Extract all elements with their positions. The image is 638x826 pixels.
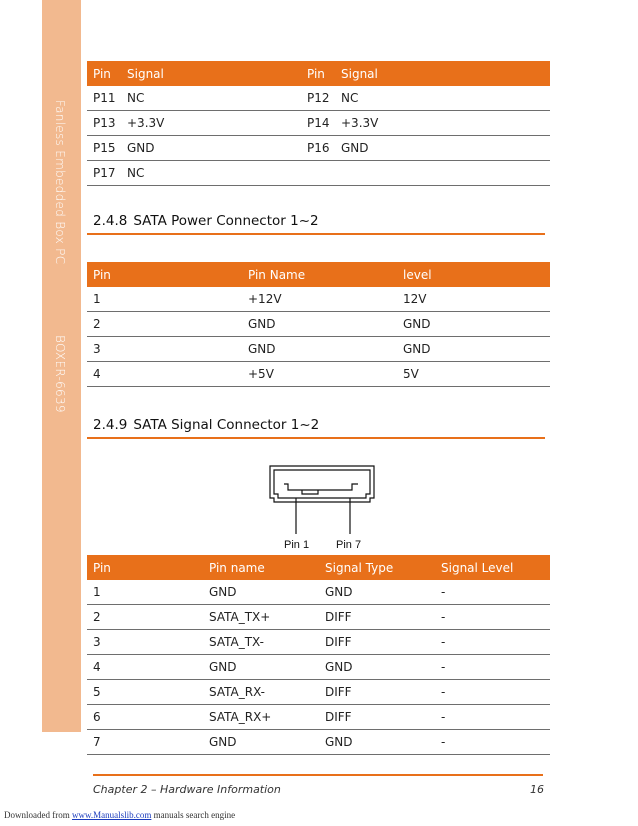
table-cell: 4	[87, 362, 242, 387]
column-header: Pin	[87, 262, 242, 287]
sata-connector-diagram	[262, 458, 382, 553]
sidebar-text	[42, 0, 81, 732]
column-header: Pin name	[203, 555, 319, 580]
connector-notch	[302, 490, 318, 494]
table-cell: 2	[87, 605, 203, 630]
table-cell: -	[435, 580, 550, 605]
table-cell: -	[435, 605, 550, 630]
table-row	[87, 312, 550, 337]
table-cell: P17	[87, 161, 121, 186]
table-cell: 3	[87, 337, 242, 362]
download-notice	[4, 810, 235, 820]
heading-underline	[87, 233, 545, 235]
table-row	[87, 86, 550, 111]
table-cell: -	[435, 730, 550, 755]
table-row	[87, 287, 550, 312]
pin1-label: Pin 1	[284, 539, 310, 551]
column-header: Pin	[87, 555, 203, 580]
table-cell: -	[435, 630, 550, 655]
table-cell: GND	[121, 136, 301, 161]
table-cell: 7	[87, 730, 203, 755]
column-header: Signal Type	[319, 555, 435, 580]
table-cell: GND	[319, 655, 435, 680]
table-row	[87, 111, 550, 136]
column-header: Signal	[121, 61, 301, 86]
section-title: SATA Power Connector 1~2	[133, 213, 319, 229]
section-heading-signal	[93, 417, 319, 433]
table-cell: 1	[87, 580, 203, 605]
product-line-label: Fanless Embedded Box PC	[53, 100, 67, 265]
table-cell: GND	[335, 136, 550, 161]
table-cell: 5	[87, 680, 203, 705]
sidebar-band	[42, 0, 81, 732]
column-header: Pin	[87, 61, 121, 86]
section-number: 2.4.9	[93, 417, 128, 433]
column-header: Pin Name	[242, 262, 397, 287]
pin7-label: Pin 7	[336, 539, 362, 551]
table-cell: P15	[87, 136, 121, 161]
footer-rule	[93, 774, 543, 776]
table-cell: DIFF	[319, 680, 435, 705]
table-cell: NC	[121, 161, 301, 186]
table-cell	[301, 161, 335, 186]
table-cell: DIFF	[319, 705, 435, 730]
download-prefix: Downloaded from	[4, 810, 70, 820]
sata-signal-table	[87, 555, 550, 755]
footer-chapter: Chapter 2 – Hardware Information	[93, 783, 281, 796]
table-header-row	[87, 555, 550, 580]
table-row	[87, 161, 550, 186]
table-cell: +3.3V	[335, 111, 550, 136]
table-row	[87, 730, 550, 755]
table-cell: 2	[87, 312, 242, 337]
table-cell: DIFF	[319, 630, 435, 655]
table-cell: 6	[87, 705, 203, 730]
table-cell: GND	[242, 337, 397, 362]
table-cell: GND	[397, 337, 550, 362]
table-cell: +12V	[242, 287, 397, 312]
section-title: SATA Signal Connector 1~2	[133, 417, 320, 433]
table-cell: -	[435, 680, 550, 705]
table-cell: P12	[301, 86, 335, 111]
connector-key	[284, 484, 358, 490]
table-cell: 12V	[397, 287, 550, 312]
table-cell: P16	[301, 136, 335, 161]
heading-underline	[87, 437, 545, 439]
page-number: 16	[530, 783, 544, 796]
download-suffix: manuals search engine	[153, 810, 236, 820]
table-cell: 1	[87, 287, 242, 312]
table-cell: SATA_RX-	[203, 680, 319, 705]
table-cell: 4	[87, 655, 203, 680]
table-cell: +3.3V	[121, 111, 301, 136]
table-row	[87, 705, 550, 730]
table-cell: 3	[87, 630, 203, 655]
table-cell: GND	[203, 655, 319, 680]
table-row	[87, 605, 550, 630]
table-row	[87, 655, 550, 680]
table-cell: -	[435, 655, 550, 680]
table-cell: GND	[203, 730, 319, 755]
table-row	[87, 630, 550, 655]
manualslib-link[interactable]: www.Manualslib.com	[71, 810, 152, 820]
table-header-row	[87, 61, 550, 86]
section-heading-power	[93, 213, 319, 229]
column-header: level	[397, 262, 550, 287]
model-label: BOXER-6639	[53, 335, 67, 413]
pin-signal-table	[87, 61, 550, 186]
table-cell: NC	[121, 86, 301, 111]
table-row	[87, 337, 550, 362]
table-cell: NC	[335, 86, 550, 111]
table-cell: 5V	[397, 362, 550, 387]
table-cell: P14	[301, 111, 335, 136]
table-cell: GND	[397, 312, 550, 337]
column-header: Signal	[335, 61, 550, 86]
table-cell: GND	[242, 312, 397, 337]
sata-power-table	[87, 262, 550, 387]
column-header: Signal Level	[435, 555, 550, 580]
table-cell: +5V	[242, 362, 397, 387]
table-cell: SATA_RX+	[203, 705, 319, 730]
table-cell	[335, 161, 550, 186]
table-row	[87, 580, 550, 605]
section-number: 2.4.8	[93, 213, 128, 229]
column-header: Pin	[301, 61, 335, 86]
table-cell: SATA_TX+	[203, 605, 319, 630]
table-cell: P13	[87, 111, 121, 136]
table-cell: GND	[319, 580, 435, 605]
table-cell: GND	[319, 730, 435, 755]
table-cell: P11	[87, 86, 121, 111]
table-cell: DIFF	[319, 605, 435, 630]
table-cell: -	[435, 705, 550, 730]
table-row	[87, 136, 550, 161]
table-row	[87, 362, 550, 387]
table-cell: GND	[203, 580, 319, 605]
table-row	[87, 680, 550, 705]
table-header-row	[87, 262, 550, 287]
table-cell: SATA_TX-	[203, 630, 319, 655]
